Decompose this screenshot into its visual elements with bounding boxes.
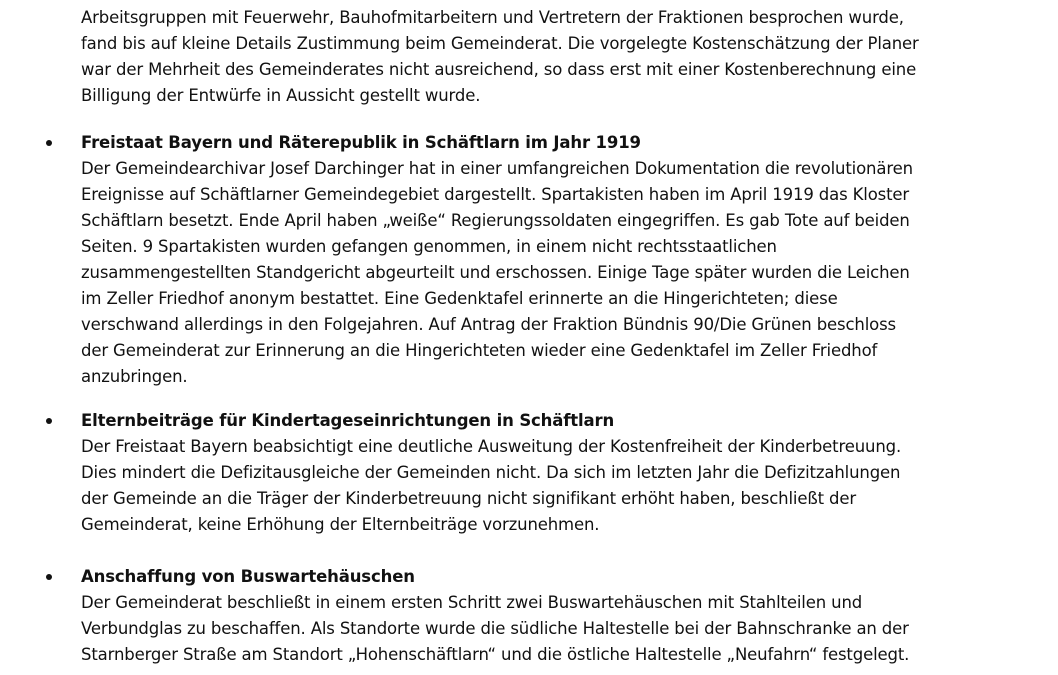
intro-line: Arbeitsgruppen mit Feuerwehr, Bauhofmitarbeitern und Vertretern der Fraktionen besprochen wurde, [81, 8, 904, 27]
bullet-icon [46, 140, 52, 146]
section-line: im Zeller Friedhof anonym bestattet. Eine Gedenktafel erinnerte an die Hingerichteten; diese [81, 289, 838, 308]
section-line: Der Freistaat Bayern beabsichtigt eine deutliche Ausweitung der Kostenfreiheit der Kinderbetreuung. [81, 437, 902, 456]
section-title: Elternbeiträge für Kindertageseinrichtungen in Schäftlarn [81, 411, 615, 430]
section-line: anzubringen. [81, 367, 188, 386]
bullet-icon [46, 574, 52, 580]
section-line: verschwand allerdings in den Folgejahren. Auf Antrag der Fraktion Bündnis 90/Die Grünen beschloss [81, 315, 896, 334]
section-line: der Gemeinderat zur Erinnerung an die Hingerichteten wieder eine Gedenktafel im Zeller Friedhof [81, 341, 878, 360]
section-line: Der Gemeinderat beschließt in einem ersten Schritt zwei Buswartehäuschen mit Stahlteilen und [81, 593, 863, 612]
section-line: Dies mindert die Defizitausgleiche der Gemeinden nicht. Da sich im letzten Jahr die Defizitzahlungen [81, 463, 901, 482]
section-line: Verbundglas zu beschaffen. Als Standorte wurde die südliche Haltestelle bei der Bahnschranke an der [81, 619, 909, 638]
section-line: der Gemeinde an die Träger der Kinderbetreuung nicht signifikant erhöht haben, beschließt der [81, 489, 856, 508]
section-line: Gemeinderat, keine Erhöhung der Elternbeiträge vorzunehmen. [81, 515, 600, 534]
section-title: Anschaffung von Buswartehäuschen [81, 567, 415, 586]
section-title: Freistaat Bayern und Räterepublik in Schäftlarn im Jahr 1919 [81, 133, 641, 152]
section-line: Der Gemeindearchivar Josef Darchinger hat in einer umfangreichen Dokumentation die revolutionären [81, 159, 913, 178]
intro-line: Billigung der Entwürfe in Aussicht gestellt wurde. [81, 86, 481, 105]
section-line: Schäftlarn besetzt. Ende April haben „weiße“ Regierungssoldaten eingegriffen. Es gab Tote auf beiden [81, 211, 910, 230]
section-line: Seiten. 9 Spartakisten wurden gefangen genommen, in einem nicht rechtsstaatlichen [81, 237, 777, 256]
intro-line: war der Mehrheit des Gemeinderates nicht ausreichend, so dass erst mit einer Kostenberechnung eine [81, 60, 917, 79]
bullet-icon [46, 418, 52, 424]
section-line: zusammengestellten Standgericht abgeurteilt und erschossen. Einige Tage später wurden die Leichen [81, 263, 910, 282]
section-line: Ereignisse auf Schäftlarner Gemeindegebiet dargestellt. Spartakisten haben im April 1919 das Kloster [81, 185, 910, 204]
section-line: Starnberger Straße am Standort „Hohenschäftlarn“ und die östliche Haltestelle „Neufahrn“ festgelegt. [81, 645, 910, 664]
intro-line: fand bis auf kleine Details Zustimmung beim Gemeinderat. Die vorgelegte Kostenschätzung der Planer [81, 34, 919, 53]
